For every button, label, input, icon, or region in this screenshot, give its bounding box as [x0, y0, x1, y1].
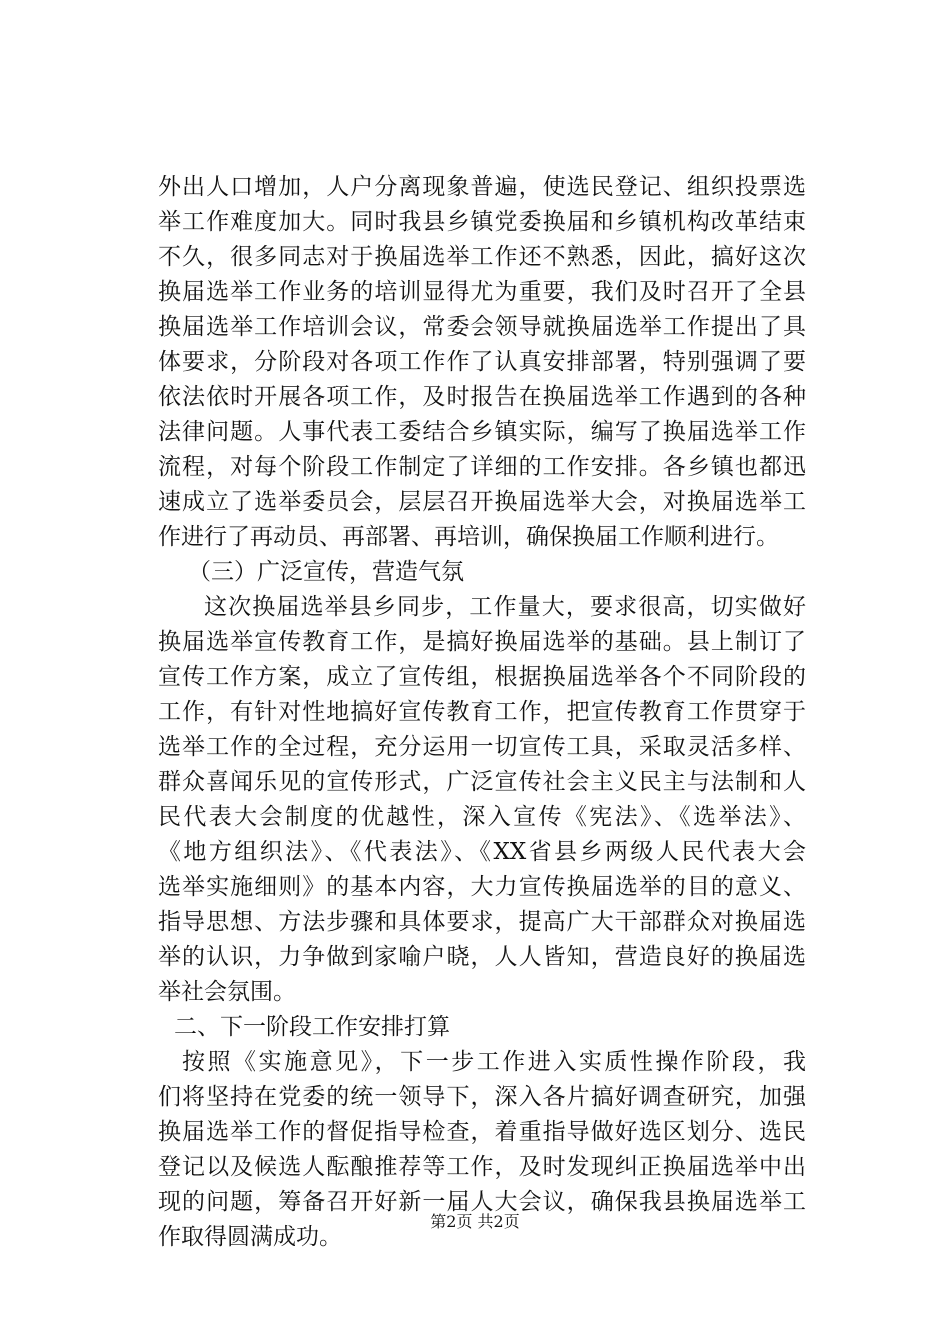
paragraph-line: 按照《实施意见》，下一步工作进入实质性操作阶段，我	[182, 1049, 806, 1075]
paragraph-line: 法律问题。人事代表工委结合乡镇实际，编写了换届选举工作	[158, 419, 806, 445]
paragraph-line: 选举实施细则》的基本内容，大力宣传换届选举的目的意义、	[158, 874, 806, 900]
paragraph-line: 速成立了选举委员会，层层召开换届选举大会，对换届选举工	[158, 489, 806, 515]
paragraph-line: 换届选举工作培训会议，常委会领导就换届选举工作提出了具	[158, 314, 806, 340]
paragraph-line: 不久，很多同志对于换届选举工作还不熟悉，因此，搞好这次	[158, 244, 806, 270]
section-heading: 二、下一阶段工作安排打算	[174, 1014, 450, 1040]
paragraph-line: 群众喜闻乐见的宣传形式，广泛宣传社会主义民主与法制和人	[158, 769, 806, 795]
paragraph-line: 这次换届选举县乡同步，工作量大，要求很高，切实做好	[204, 594, 806, 620]
paragraph-line: 民代表大会制度的优越性，深入宣传《宪法》、《选举法》、	[158, 804, 806, 830]
paragraph-line: 选举工作的全过程，充分运用一切宣传工具，采取灵活多样、	[158, 734, 806, 760]
paragraph-line: 现的问题，筹备召开好新一届人大会议，确保我县换届选举工	[158, 1189, 806, 1215]
paragraph-line: 宣传工作方案，成立了宣传组，根据换届选举各个不同阶段的	[158, 664, 806, 690]
paragraph-line: 换届选举工作的督促指导检查，着重指导做好选区划分、选民	[158, 1119, 806, 1145]
paragraph-line: 登记以及候选人酝酿推荐等工作，及时发现纠正换届选举中出	[158, 1154, 806, 1180]
paragraph-line: 依法依时开展各项工作，及时报告在换届选举工作遇到的各种	[158, 384, 806, 410]
paragraph-line: 们将坚持在党委的统一领导下，深入各片搞好调查研究，加强	[158, 1084, 806, 1110]
paragraph-line: 指导思想、方法步骤和具体要求，提高广大干部群众对换届选	[158, 909, 806, 935]
paragraph-line: 举的认识，力争做到家喻户晓，人人皆知，营造良好的换届选	[158, 944, 806, 970]
paragraph-line: 《地方组织法》、《代表法》、《XX省县乡两级人民代表大会	[158, 839, 806, 865]
paragraph-line: 举工作难度加大。同时我县乡镇党委换届和乡镇机构改革结束	[158, 209, 806, 235]
paragraph-line: 作进行了再动员、再部署、再培训，确保换届工作顺利进行。	[158, 524, 779, 550]
paragraph-line: 工作，有针对性地搞好宣传教育工作，把宣传教育工作贯穿于	[158, 699, 806, 725]
paragraph-line: 换届选举宣传教育工作，是搞好换届选举的基础。县上制订了	[158, 629, 806, 655]
paragraph-line: 体要求，分阶段对各项工作作了认真安排部署，特别强调了要	[158, 349, 806, 375]
paragraph-line: 作取得圆满成功。	[158, 1224, 342, 1250]
paragraph-line: 外出人口增加，人户分离现象普遍，使选民登记、组织投票选	[158, 174, 806, 200]
document-body	[158, 170, 806, 1255]
paragraph-line: 举社会氛围。	[158, 979, 296, 1005]
paragraph-line: 换届选举工作业务的培训显得尤为重要，我们及时召开了全县	[158, 279, 806, 305]
page-footer: 第2页 共2页	[430, 1212, 520, 1231]
section-heading: （三）广泛宣传，营造气氛	[188, 559, 464, 585]
paragraph-line: 流程，对每个阶段工作制定了详细的工作安排。各乡镇也都迅	[158, 454, 806, 480]
